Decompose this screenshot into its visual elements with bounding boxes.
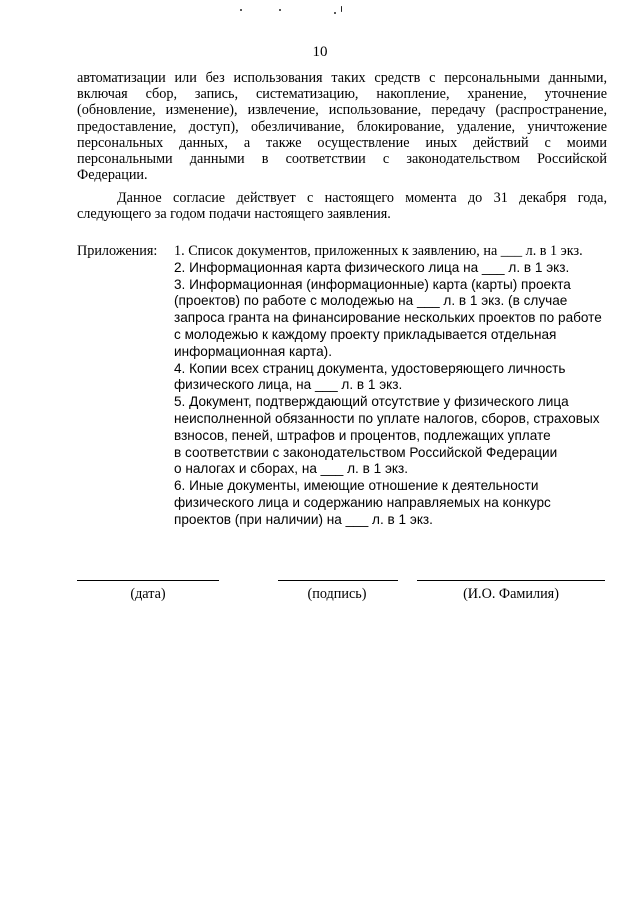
paragraph-line: Данное согласие действует с настоящего момента до 31 декабря года, — [117, 190, 607, 206]
paragraph-line: следующего за годом подачи настоящего заявления. — [77, 206, 391, 223]
paragraph-line: персональными данными в соответствии с законодательством Российской — [77, 151, 607, 168]
attachment-line: физического лица и содержанию направляемых на конкурс — [174, 494, 551, 510]
attachment-line: взносов, пеней, штрафов и процентов, подлежащих уплате — [174, 427, 551, 443]
attachment-line: 6. Иные документы, имеющие отношение к деятельности — [174, 478, 539, 494]
scan-speck — [240, 9, 242, 11]
attachments-label: Приложения: — [77, 243, 158, 259]
paragraph-line: (обновление, изменение), извлечение, использование, передачу (распространение, — [77, 102, 607, 119]
scan-speck — [341, 6, 342, 12]
attachment-item — [174, 277, 609, 361]
attachment-line: 4. Копии всех страниц документа, удостоверяющего личность — [174, 360, 566, 376]
date-caption: (дата) — [130, 586, 166, 602]
signature-line — [278, 580, 398, 581]
date-line — [77, 580, 219, 581]
consent-paragraph — [77, 70, 607, 183]
attachment-line: физического лица, на ___ л. в 1 экз. — [174, 377, 403, 393]
signature-caption: (подпись) — [307, 586, 367, 602]
attachment-line: 5. Документ, подтверждающий отсутствие у физического лица — [174, 394, 569, 410]
attachment-item — [174, 394, 609, 478]
attachment-line: неисполненной обязанности по уплате налогов, сборов, страховых — [174, 410, 600, 426]
name-caption: (И.О. Фамилия) — [463, 586, 559, 602]
paragraph-line: Федерации. — [77, 167, 148, 184]
attachment-item — [174, 243, 609, 260]
paragraph-line: персональных данных, а также осуществление иных действий с моими — [77, 134, 607, 151]
attachment-line: проектов (при наличии) на ___ л. в 1 экз. — [174, 511, 433, 527]
paragraph-line: включая сбор, запись, систематизацию, накопление, хранение, уточнение — [77, 86, 607, 103]
scan-speck — [334, 12, 336, 14]
attachments-list — [174, 243, 609, 529]
attachment-line: запроса гранта на финансирование нескольких проектов по работе — [174, 310, 602, 326]
paragraph-line: автоматизации или без использования таких средств с персональными данными, — [77, 70, 607, 86]
page-number: 10 — [312, 44, 328, 60]
name-line — [417, 580, 605, 581]
attachment-line: 2. Информационная карта физического лица на ___ л. в 1 экз. — [174, 259, 570, 275]
scan-speck — [279, 9, 281, 11]
attachment-line: информационная карта). — [174, 343, 332, 359]
paragraph-line: предоставление, доступ), обезличивание, блокирование, удаление, уничтожение — [77, 118, 607, 135]
attachment-line: в соответствии с законодательством Российской Федерации — [174, 444, 558, 460]
validity-paragraph — [77, 190, 607, 222]
attachment-line: о налогах и сборах, на ___ л. в 1 экз. — [174, 461, 408, 477]
attachment-item — [174, 260, 609, 277]
attachment-line: 3. Информационная (информационные) карта (карты) проекта — [174, 276, 571, 292]
attachment-line: 1. Список документов, приложенных к заявлению, на ___ л. в 1 экз. — [174, 243, 583, 259]
attachment-line: (проектов) по работе с молодежью на ___ л. в 1 экз. (в случае — [174, 293, 568, 309]
attachment-line: с молодежью к каждому проекту прикладывается отдельная — [174, 326, 557, 342]
attachment-item — [174, 361, 609, 395]
attachment-item — [174, 478, 609, 528]
